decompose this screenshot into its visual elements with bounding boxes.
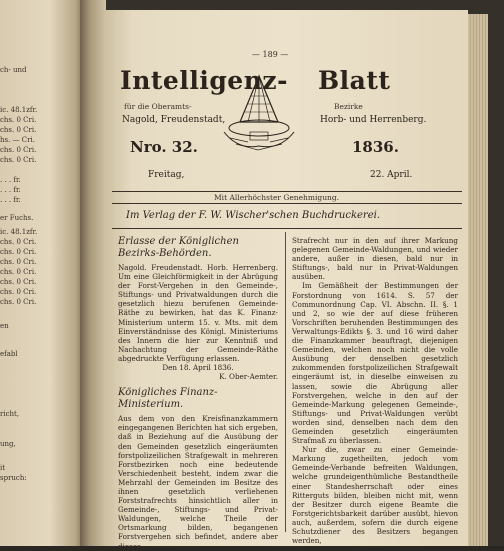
left-page-line: chs. 0 Cri.: [0, 146, 37, 154]
left-page-line: ic. 48.1zfr.: [0, 228, 38, 236]
left-page-line: ung,: [0, 440, 16, 448]
page-number: — 189 —: [252, 50, 289, 59]
left-page-line: ic. 48.1zfr.: [0, 106, 38, 114]
left-page-line: chs. 0 Cri.: [0, 278, 37, 286]
masthead-title-left: Intelligenz-: [120, 66, 288, 95]
masthead-rule: [112, 203, 462, 204]
left-page-line: . . . fr.: [0, 186, 21, 194]
left-page-line: spruch:: [0, 474, 27, 482]
left-page-line: en: [0, 322, 9, 330]
left-page-line: chs. 0 Cri.: [0, 156, 37, 164]
left-page-line: chs. 0 Cri.: [0, 258, 37, 266]
masthead-subtitle-right: Bezirke: [334, 102, 363, 111]
left-page-line: chs. 0 Cri.: [0, 298, 37, 306]
left-page-line: chs. 0 Cri.: [0, 288, 37, 296]
paragraph: Aus dem von den Kreisfinanzkammern eingegangenen Berichten hat sich ergeben, daß in Beziehung auf die Ausübung der den Gemeinden gesetzlich eingeräumten forstpolizeilichen Strafgewalt in mehreren Forstbezirken noch eine bedeutende Verschiedenheit besteht, indem zwar die Mehrzahl der Gemeinden im Besitze des ihnen gesetzlich verliehenen Forststrafrechts hinsichtlich aller in Gemeinde-, Stiftungs- und Privat-Waldungen, welche Theile der Ortsmarkung bilden, begangenen Forstvergehen sich befindet, andere aber dieses: [118, 414, 278, 551]
issue-year: 1836.: [352, 138, 399, 156]
masthead-subtitle-left: für die Oberamts-: [124, 102, 192, 111]
paragraph: Nur die, zwar zu einer Gemeinde-Markung zugetheilten, jedoch vom Gemeinde-Verbande befreiten Waldungen, welche grundeigenthümliche Bestandtheile einer Standesherrschaft oder eines Ritterguts bilden, bleiben nicht mit, wenn der Besitzer durch eigene Beamte die Forstgerichtsbarkeit darüber ausübt, hievon auch, außerdem, sofern die durch eigene Schutzdiener des Besitzers begangen werden,: [292, 445, 458, 546]
masthead-places-left: Nagold, Freudenstadt,: [122, 115, 226, 125]
section-heading: Erlasse der Königlichen Bezirks-Behörden.: [118, 236, 239, 259]
book-gutter: [80, 0, 106, 546]
column-divider: [285, 232, 286, 532]
paragraph: Im Gemäßheit der Bestimmungen der Forstordnung von 1614. S. 57 der Communordnung Cap. VI. Abschn. II. §. 1 und 2, so wie der auf diese früheren Vorschriften beruhenden Bestimmungen des Verwaltungs-Edikts §. 3. und 16 wird daher die Finanzkammer beauftragt, diejenigen Gemeinden, welchen noch nicht die volle Ausübung der denselben gesetzlich zukommenden forstpolizeilichen Strafgewalt eingeräumt ist, in dieselbe einweisen zu lassen, sowie die Abrügung aller Forstvergehen, welche in den auf der Gemeinde-Markung gelegenen Gemeinde-, Stiftungs- und Privat-Waldungen verübt worden sind, denselben nach dem den Gemeinden gesetzlich eingeräumten Strafmaß zu überlassen.: [292, 281, 458, 446]
left-page-line: er Fuchs.: [0, 214, 34, 222]
left-page-line: chs. 0 Cri.: [0, 268, 37, 276]
left-page-line: . . . fr.: [0, 176, 21, 184]
left-page-line: chs. 0 Cri.: [0, 116, 37, 124]
column-left: [118, 236, 278, 551]
paragraph: Nagold. Freudenstadt. Horb. Herrenberg. Um eine Gleichförmigkeit in der Abrügung der Forst-Vergehen in den Gemeinde-, Stiftungs- und Privatwaldungen durch die gesetzlich hiezu berufenen Gemeinde-Räthe zu bewirken, hat das K. Finanz-Ministerium unterm 15. v. Mts. mit dem Einverständnisse des Königl. Ministeriums des Innern die hier zur Kenntniß und Nachachtung der Gemeinde-Räthe abgedruckte Verfügung erlassen.: [118, 263, 278, 363]
left-page-line: chs. 0 Cri.: [0, 126, 37, 134]
left-page-line: ch- und: [0, 66, 27, 74]
left-page-line: it: [0, 464, 6, 472]
masthead-places-right: Horb- und Herrenberg.: [320, 115, 427, 125]
dateline: Den 18. April 1836.: [162, 363, 234, 373]
issue-number: Nro. 32.: [130, 138, 198, 156]
left-page-line: hs. — Cri.: [0, 136, 35, 144]
left-page: [0, 0, 82, 546]
signature: K. Ober-Aemter.: [219, 372, 278, 382]
masthead-rule: [112, 191, 462, 192]
beehive-emblem-icon: [218, 72, 300, 156]
masthead-title-right: Blatt: [318, 66, 391, 95]
page-edge-stack: [468, 14, 488, 546]
left-page-line: chs. 0 Cri.: [0, 238, 37, 246]
column-right: [292, 236, 458, 545]
left-page-line: richt,: [0, 410, 20, 418]
issue-weekday: Freitag,: [148, 170, 185, 180]
issue-date: 22. April.: [370, 170, 413, 180]
left-page-line: chs. 0 Cri.: [0, 248, 37, 256]
publisher-line: Im Verlag der F. W. Wischer'schen Buchdruckerei.: [126, 210, 380, 221]
left-page-line: . . . fr.: [0, 196, 21, 204]
privilege-note: Mit Allerhöchster Genehmigung.: [214, 193, 340, 202]
masthead-rule: [112, 228, 462, 229]
section-heading: Königliches Finanz-Ministerium.: [118, 387, 218, 411]
left-page-line: efabl: [0, 350, 18, 358]
paragraph: Strafrecht nur in den auf ihrer Markung gelegenen Gemeinde-Waldungen, und wieder andere, außer in diesen, bald nur in Stiftungs-, bald nur in Privat-Waldungen ausüben.: [292, 236, 458, 282]
